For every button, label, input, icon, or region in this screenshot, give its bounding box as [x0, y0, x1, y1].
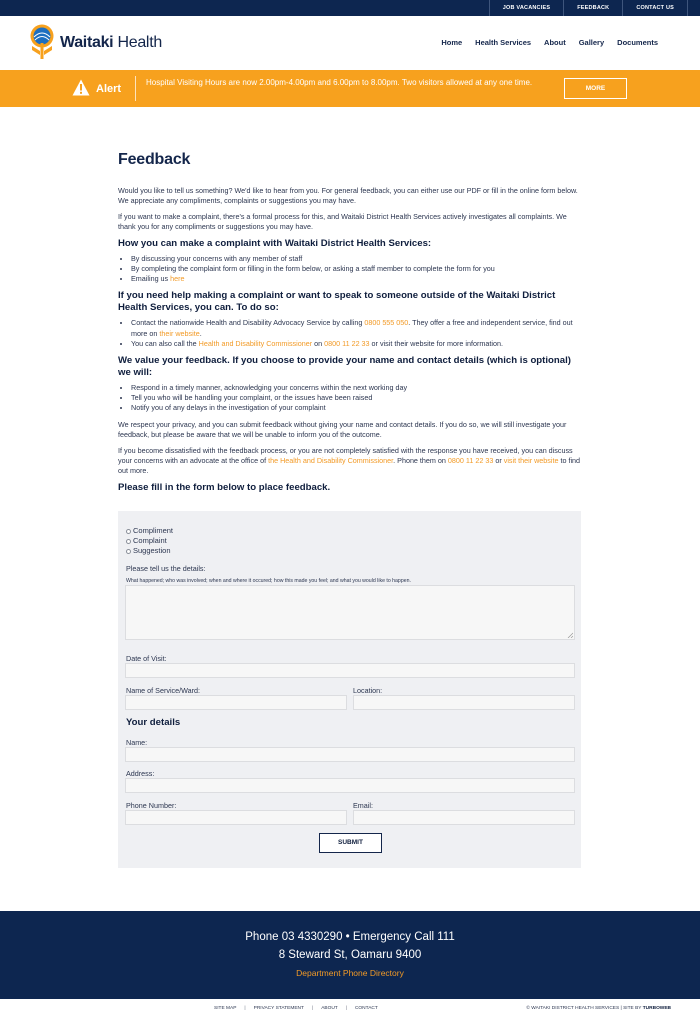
brand-name[interactable]: [60, 33, 162, 54]
details-textarea[interactable]: [125, 585, 575, 640]
copyright: [526, 1006, 671, 1012]
diss-text-d: to find out more.: [118, 455, 581, 475]
visit-website-link[interactable]: visit their website: [503, 455, 559, 465]
alert-label: Alert: [96, 83, 122, 95]
top-links: [489, 0, 688, 16]
complaint-heading: How you can make a complaint with Waitaki District Health Services:: [118, 237, 432, 249]
footer-phone-line: Phone 03 4330290 • Emergency Call 111: [245, 931, 455, 943]
nav-home[interactable]: Home: [441, 38, 463, 47]
help2-text-b: on: [312, 338, 325, 348]
email-prefix: Emailing us: [131, 274, 171, 284]
list-item: • Tell you who will be handling your complaint, or the issues have been raised: [131, 393, 582, 403]
divider: |: [345, 1006, 347, 1011]
help2-text-c: or visit their website for more information.: [369, 338, 503, 348]
location-label: Location:: [353, 686, 383, 695]
advocacy-phone-link[interactable]: 0800 555 050: [364, 318, 409, 328]
alert-more-button[interactable]: MORE: [564, 78, 627, 99]
value-list: [118, 383, 582, 414]
email-input[interactable]: [353, 810, 575, 825]
bottom-bar: [0, 999, 700, 1019]
location-input[interactable]: [353, 695, 575, 710]
divider: |: [244, 1006, 246, 1011]
site-footer: [0, 911, 700, 999]
warning-icon: [72, 79, 90, 96]
about-link[interactable]: ABOUT: [321, 1006, 338, 1011]
job-vacancies-link[interactable]: JOB VACANCIES: [489, 0, 563, 16]
radio-circle-icon[interactable]: [126, 529, 131, 534]
help1-text-c: .: [199, 328, 202, 338]
form-heading: Please fill in the form below to place feedback.: [118, 481, 331, 493]
contact-us-link[interactable]: CONTACT US: [622, 0, 688, 16]
privacy-statement-link[interactable]: PRIVACY STATEMENT: [253, 1006, 304, 1011]
alert-divider: [135, 76, 136, 101]
nav-gallery[interactable]: Gallery: [578, 38, 605, 47]
email-here-link[interactable]: here: [170, 274, 185, 284]
help1-text-b: . They offer a free and independent service, find out more on: [131, 318, 573, 338]
list-item: [131, 274, 582, 284]
bottom-links: [214, 1006, 378, 1012]
resize-handle-icon[interactable]: [567, 632, 573, 638]
details-hint: What happened; who was involved; when and where it occured; how this made you feel; and what you would like to happen.: [126, 578, 411, 584]
address-label: Address:: [126, 769, 155, 778]
diss-text-a: If you become dissatisfied with the feedback process, or you are not completely satisfied with the response you have received, you can discuss your concerns with an advocate at the office of: [118, 445, 573, 465]
diss-text-b: . Phone them on: [393, 455, 448, 465]
page-title: Feedback: [118, 151, 191, 168]
submit-button[interactable]: SUBMIT: [319, 833, 382, 853]
turboweb-link[interactable]: TURBOWEB: [642, 1006, 671, 1011]
list-item: • By discussing your concerns with any member of staff: [131, 254, 582, 264]
value-heading: We value your feedback. If you choose to provide your name and contact details (which is optional) we will:: [118, 355, 571, 379]
site-map-link[interactable]: SITE MAP: [214, 1006, 237, 1011]
radio-suggestion[interactable]: [126, 546, 173, 556]
name-label: Name:: [126, 738, 148, 747]
phone-label: Phone Number:: [126, 801, 177, 810]
commissioner-link[interactable]: Health and Disability Commissioner: [198, 338, 313, 348]
your-details-heading: Your details: [126, 717, 181, 728]
brand-bold: Waitaki: [60, 34, 114, 51]
radio-label: Suggestion: [133, 546, 171, 556]
hdc-office-link[interactable]: the Health and Disability Commissioner: [268, 455, 394, 465]
service-ward-input[interactable]: [125, 695, 347, 710]
commissioner-phone-link[interactable]: 0800 11 22 33: [324, 338, 370, 348]
help1-text-a: Contact the nationwide Health and Disability Advocacy Service by calling: [131, 318, 365, 328]
waitaki-logo-icon[interactable]: [30, 24, 54, 62]
email-label: Email:: [353, 801, 373, 810]
name-input[interactable]: [125, 747, 575, 762]
phone-input[interactable]: [125, 810, 347, 825]
nav-about[interactable]: About: [544, 38, 566, 47]
feedback-link[interactable]: FEEDBACK: [563, 0, 622, 16]
footer-address: 8 Steward St, Oamaru 9400: [278, 949, 422, 961]
main-nav: [441, 38, 658, 48]
top-utility-bar: [0, 0, 700, 16]
radio-label: Compliment: [133, 526, 174, 536]
copyright-text: © WAITAKI DISTRICT HEALTH SERVICES | SITE BY: [526, 1006, 643, 1011]
radio-circle-icon[interactable]: [126, 549, 131, 554]
dissatisfied-paragraph: [118, 446, 582, 476]
radio-compliment[interactable]: [126, 526, 173, 536]
help-heading: If you need help making a complaint or want to speak to someone outside of the Waitaki District Health Services, you can. To do so:: [118, 290, 556, 314]
complaint-list: [118, 254, 582, 285]
alert-banner: [0, 70, 700, 107]
radio-complaint[interactable]: [126, 536, 173, 546]
hdc-phone-link[interactable]: 0800 11 22 33: [447, 455, 494, 465]
diss-text-c: or: [493, 455, 504, 465]
help2-text-a: You can also call the: [131, 338, 199, 348]
date-label: Date of Visit:: [126, 654, 167, 663]
contact-link[interactable]: CONTACT: [354, 1006, 378, 1011]
list-item: • Notify you of any delays in the investigation of your complaint: [131, 403, 582, 413]
intro-paragraph: Would you like to tell us something? We'd like to hear from you. For general feedback, you can either use our PDF or fill in the online form below. We appreciate any compliments, complaints or suggestions you may have.: [118, 185, 578, 205]
list-item: • Respond in a timely manner, acknowledging your concerns within the next working day: [131, 383, 582, 393]
site-header: [0, 16, 700, 70]
brand-rest: Health: [117, 34, 162, 51]
nav-health-services[interactable]: Health Services: [475, 38, 532, 47]
privacy-paragraph: We respect your privacy, and you can submit feedback without giving your name and contact details. If you do so, we will still investigate your feedback, but please be aware that we will be unable to inform you of the outcome.: [118, 419, 567, 439]
alert-message: Hospital Visiting Hours are now 2.00pm-4.00pm and 6.00pm to 8.00pm. Two visitors allowed at any one time.: [146, 78, 533, 87]
their-website-link[interactable]: their website: [159, 328, 200, 338]
help-list: [118, 318, 582, 349]
main-content: [118, 150, 582, 498]
radio-label: Complaint: [133, 536, 167, 546]
details-label: Please tell us the details:: [126, 564, 206, 573]
service-label: Name of Service/Ward:: [126, 686, 201, 695]
feedback-form: [118, 511, 581, 868]
list-item: [131, 318, 582, 338]
list-item: [131, 339, 582, 349]
nav-documents[interactable]: Documents: [617, 38, 658, 47]
department-directory-link[interactable]: Department Phone Directory: [296, 968, 404, 978]
radio-circle-icon[interactable]: [126, 539, 131, 544]
divider: |: [311, 1006, 314, 1011]
list-item: • By completing the complaint form or filling in the form below, or asking a staff member to complete the form for you: [131, 264, 582, 274]
feedback-type-radios: [126, 526, 173, 556]
date-of-visit-input[interactable]: [125, 663, 575, 678]
complaint-process-paragraph: If you want to make a complaint, there's a formal process for this, and Waitaki District Health Services actively investigates all complaints. We thank you for any compliments or suggestions you may have.: [118, 211, 567, 231]
address-input[interactable]: [125, 778, 575, 793]
